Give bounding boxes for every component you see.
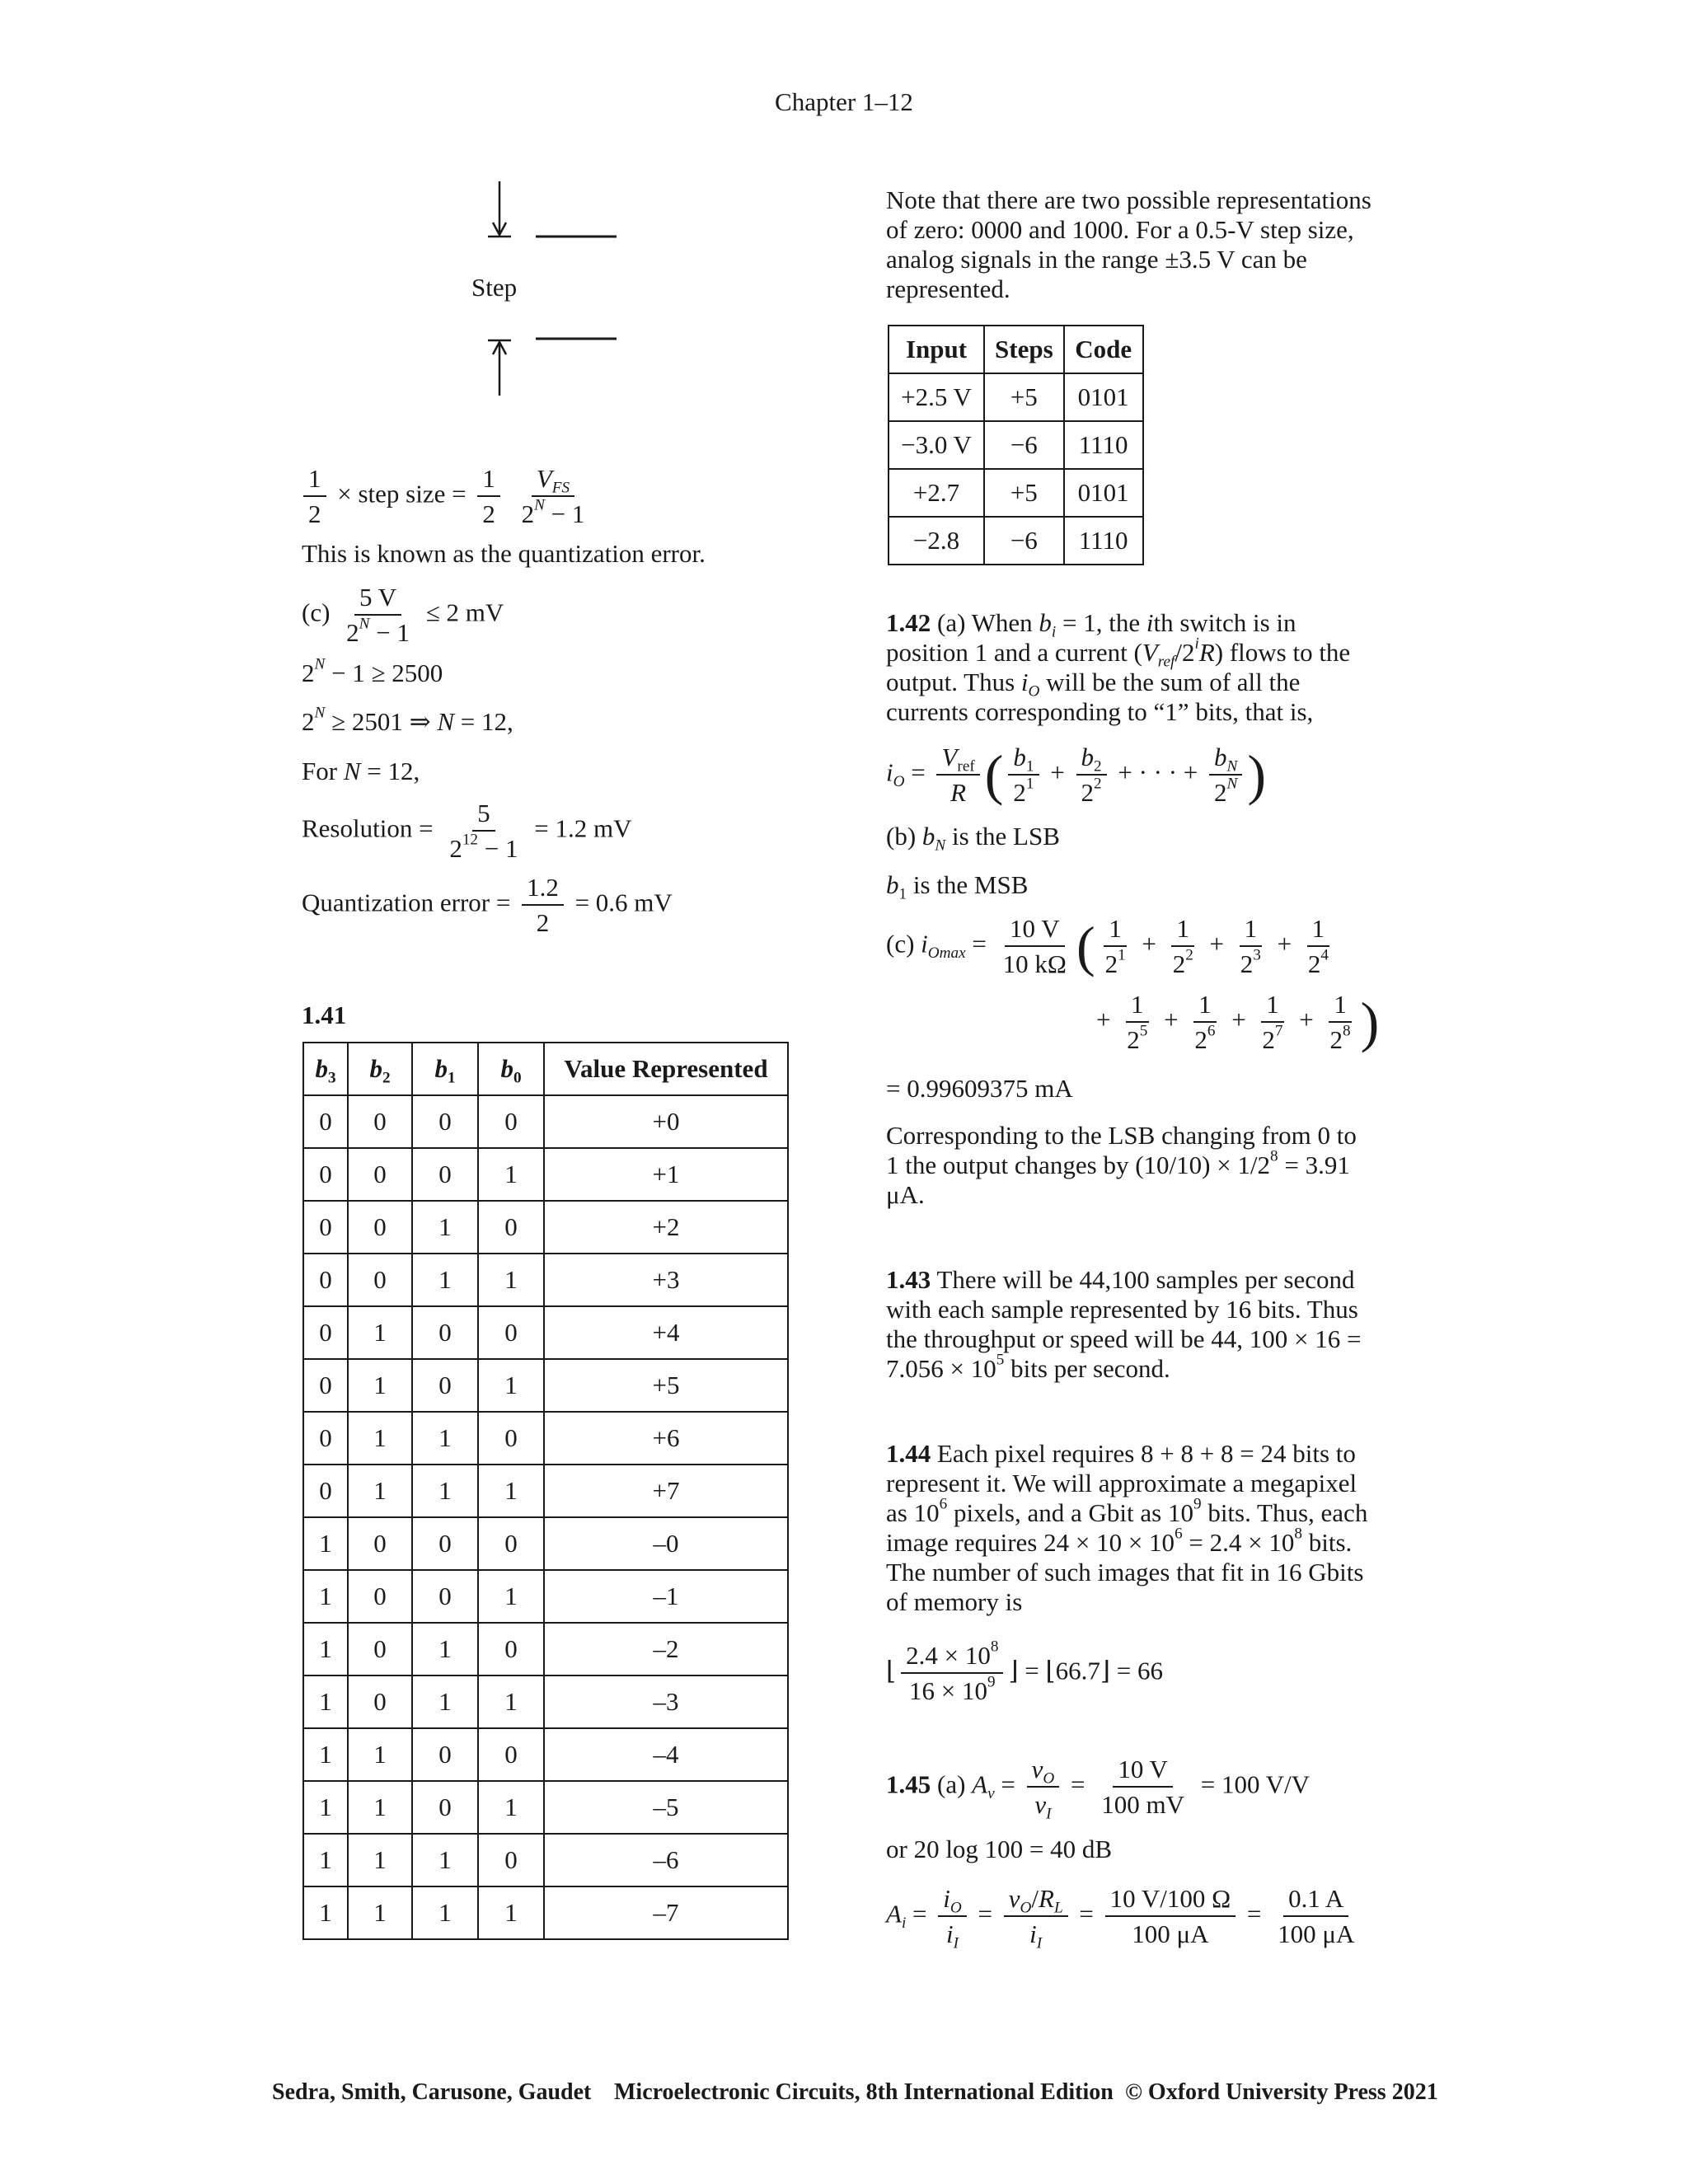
bit-cell: 0 — [478, 1201, 544, 1254]
bit-cell: 1 — [348, 1306, 412, 1359]
value-cell: –7 — [544, 1886, 788, 1939]
bit-cell: 1 — [303, 1675, 348, 1728]
input-cell: +2.7 — [889, 469, 984, 517]
steps-cell: +5 — [984, 373, 1064, 421]
bit-cell: 1 — [478, 1886, 544, 1939]
col-header-steps: Steps — [984, 326, 1064, 373]
bit-cell: 1 — [303, 1781, 348, 1834]
table-row — [889, 469, 1143, 517]
table-row — [303, 1254, 788, 1306]
bit-cell: 1 — [412, 1254, 478, 1306]
bit-value-table — [302, 1042, 789, 1940]
bit-cell: 0 — [478, 1412, 544, 1465]
page-header: Chapter 1–12 — [775, 87, 913, 116]
bit-cell: 1 — [412, 1412, 478, 1465]
bit-cell: 1 — [478, 1254, 544, 1306]
bit-cell: 0 — [348, 1570, 412, 1623]
table-row — [303, 1886, 788, 1939]
col-header-b2: $b_2$ — [348, 1043, 412, 1095]
input-cell: +2.5 V — [889, 373, 984, 421]
bit-cell: 1 — [412, 1201, 478, 1254]
bit-cell: 0 — [478, 1728, 544, 1781]
bit-cell: 0 — [348, 1623, 412, 1675]
input-cell: −3.0 V — [889, 421, 984, 469]
table-row — [889, 421, 1143, 469]
bit-cell: 1 — [478, 1359, 544, 1412]
step-label: Step — [471, 273, 518, 302]
bit-cell: 1 — [303, 1570, 348, 1623]
value-cell: +4 — [544, 1306, 788, 1359]
bit-cell: 0 — [303, 1412, 348, 1465]
col-header-b1: $b_1$ — [412, 1043, 478, 1095]
bit-cell: 1 — [348, 1359, 412, 1412]
inequality-line-2: $2^N \ge 2501$ ⇒ N = 12, — [302, 704, 513, 736]
problem-1-42-paragraph: 1.42 (a) When $b_i = 1$, the ith switch is in position 1 and a current $(V_{ref}/2^iR)$ flows to the output. Thus $i_O$ will be the sum of all the currents corresponding to “1” bits, that is, — [886, 608, 1351, 726]
code-cell: 1110 — [1064, 517, 1143, 565]
bit-cell: 1 — [303, 1886, 348, 1939]
bit-cell: 0 — [303, 1095, 348, 1148]
value-cell: –5 — [544, 1781, 788, 1834]
bit-cell: 0 — [412, 1728, 478, 1781]
bit-cell: 1 — [478, 1570, 544, 1623]
value-cell: –1 — [544, 1570, 788, 1623]
bit-cell: 1 — [348, 1728, 412, 1781]
lsb-change-paragraph: Corresponding to the LSB changing from 0 to 1 the output changes by $(10/10) \times 1/2^8 = 3.91$ μA. — [886, 1121, 1357, 1209]
col-header-input: Input — [889, 326, 984, 373]
bit-cell: 0 — [412, 1359, 478, 1412]
bit-cell: 0 — [303, 1465, 348, 1517]
input-code-table — [888, 325, 1144, 565]
table-row — [303, 1412, 788, 1465]
iomax-result: = 0.99609375 mA — [886, 1074, 1073, 1103]
bit-cell: 1 — [412, 1675, 478, 1728]
c-inequality: (c) $\frac{5 V}{2^N - 1}$ ≤ 2 mV — [302, 583, 504, 648]
bit-cell: 0 — [303, 1359, 348, 1412]
steps-cell: −6 — [984, 517, 1064, 565]
bit-cell: 0 — [478, 1623, 544, 1675]
value-cell: –2 — [544, 1623, 788, 1675]
bit-cell: 1 — [478, 1781, 544, 1834]
voltage-gain-equation: 1.45 (a) $A_v$ = $\frac{v_O}{v_I}$ = $\frac{10 V}{100 mV}$ = 100 V/V — [886, 1755, 1311, 1823]
bit-cell: 1 — [478, 1148, 544, 1201]
col-header-value: Value Represented — [544, 1043, 788, 1095]
footer-copyright: © Oxford University Press 2021 — [1125, 2079, 1438, 2105]
table-row — [303, 1834, 788, 1886]
table-row — [303, 1675, 788, 1728]
bit-cell: 0 — [478, 1095, 544, 1148]
code-cell: 0101 — [1064, 469, 1143, 517]
input-cell: −2.8 — [889, 517, 984, 565]
table-row — [303, 1570, 788, 1623]
value-cell: +3 — [544, 1254, 788, 1306]
value-cell: +1 — [544, 1148, 788, 1201]
bit-cell: 1 — [478, 1675, 544, 1728]
bit-cell: 0 — [348, 1095, 412, 1148]
value-cell: –3 — [544, 1675, 788, 1728]
bit-cell: 1 — [348, 1834, 412, 1886]
inequality-line-1: $2^N - 1 \ge 2500$ — [302, 655, 443, 687]
table-row — [303, 1359, 788, 1412]
col-header-b3: $b_3$ — [303, 1043, 348, 1095]
bit-cell: 1 — [303, 1728, 348, 1781]
table-row — [303, 1095, 788, 1148]
quantization-text: This is known as the quantization error. — [302, 539, 706, 568]
resolution-equation: Resolution = $\frac{5}{2^{12} - 1}$ = 1.2 mV — [302, 799, 632, 864]
bit-cell: 0 — [348, 1148, 412, 1201]
for-n-line: For N = 12, — [302, 757, 420, 785]
floor-equation: ⌊ $\frac{2.4 \times 10^8}{16 \times 10^9}$ ⌋ = ⌊66.7⌋ = 66 — [886, 1638, 1163, 1706]
bit-cell: 1 — [348, 1886, 412, 1939]
bit-cell: 1 — [478, 1465, 544, 1517]
bit-cell: 0 — [412, 1517, 478, 1570]
bit-cell: 0 — [412, 1306, 478, 1359]
bit-cell: 1 — [348, 1412, 412, 1465]
bit-cell: 1 — [412, 1886, 478, 1939]
bit-table-header-row — [303, 1043, 788, 1095]
bit-cell: 0 — [348, 1517, 412, 1570]
bit-cell: 1 — [303, 1834, 348, 1886]
table-row — [303, 1517, 788, 1570]
bit-cell: 0 — [303, 1254, 348, 1306]
bit-cell: 0 — [412, 1570, 478, 1623]
value-cell: +2 — [544, 1201, 788, 1254]
bit-cell: 1 — [303, 1517, 348, 1570]
quantization-error-equation: Quantization error = $\frac{1.2}{2}$ = 0.6 mV — [302, 873, 673, 938]
bit-cell: 1 — [348, 1781, 412, 1834]
bit-cell: 0 — [348, 1675, 412, 1728]
table-row — [303, 1306, 788, 1359]
note-paragraph: Note that there are two possible representations of zero: 0000 and 1000. For a 0.5-V step size, analog signals in the range ±3.5 V can be represented. — [886, 185, 1372, 303]
bit-cell: 0 — [303, 1201, 348, 1254]
value-cell: +7 — [544, 1465, 788, 1517]
bit-cell: 1 — [412, 1623, 478, 1675]
bit-cell: 0 — [412, 1781, 478, 1834]
io-sum-equation: $i_O$ = $\frac{V_{ref}}{R}$ ( $\frac{b_1}{2^1}$ + $\frac{b_2}{2^2}$ + · · · + $\frac{b_N}{2^N}$ ) — [886, 743, 1267, 808]
value-cell: –4 — [544, 1728, 788, 1781]
code-cell: 0101 — [1064, 373, 1143, 421]
code-table-header-row — [889, 326, 1143, 373]
bit-cell: 0 — [478, 1517, 544, 1570]
iomax-equation-line-2: + $\frac{1}{2^5}$ + $\frac{1}{2^6}$ + $\frac{1}{2^7}$ + $\frac{1}{2^8}$ ) — [1096, 990, 1380, 1055]
col-header-code: Code — [1064, 326, 1143, 373]
db-line: or 20 log 100 = 40 dB — [886, 1835, 1113, 1863]
problem-1-43-paragraph: 1.43 There will be 44,100 samples per second with each sample represented by 16 bits. Thus the throughput or speed will be 44, $100 \times 16 = 7.056 \times 10^5$ bits per second. — [886, 1265, 1362, 1383]
table-row — [303, 1465, 788, 1517]
table-row — [303, 1781, 788, 1834]
bn-lsb-line: (b) $b_N$ is the LSB — [886, 822, 1060, 855]
bit-cell: 1 — [412, 1465, 478, 1517]
footer-book-title: Microelectronic Circuits, 8th International Edition — [614, 2079, 1114, 2105]
table-row — [303, 1148, 788, 1201]
iomax-equation-line-1: (c) $i_{Omax}$ = $\frac{10 V}{10 k\Omega}$ ( $\frac{1}{2^1}$ + $\frac{1}{2^2}$ + $\frac{1}{2^3}$ + $\frac{1}{2^4}$ — [886, 914, 1329, 979]
value-cell: –0 — [544, 1517, 788, 1570]
b1-msb-line: $b_1$ is the MSB — [886, 870, 1029, 903]
col-header-b0: $b_0$ — [478, 1043, 544, 1095]
table-row — [889, 517, 1143, 565]
bit-cell: 0 — [478, 1306, 544, 1359]
value-cell: –6 — [544, 1834, 788, 1886]
value-cell: +0 — [544, 1095, 788, 1148]
problem-1-41-label: 1.41 — [302, 1001, 347, 1029]
bit-cell: 1 — [412, 1834, 478, 1886]
table-row — [303, 1623, 788, 1675]
table-row — [303, 1728, 788, 1781]
bit-cell: 1 — [303, 1623, 348, 1675]
footer-authors: Sedra, Smith, Carusone, Gaudet — [272, 2079, 592, 2105]
table-row — [889, 373, 1143, 421]
bit-cell: 0 — [348, 1254, 412, 1306]
bit-cell: 0 — [303, 1306, 348, 1359]
value-cell: +6 — [544, 1412, 788, 1465]
bit-cell: 0 — [478, 1834, 544, 1886]
bit-cell: 0 — [348, 1201, 412, 1254]
half-step-equation: $\frac{1}{2}$ × step size = $\frac{1}{2}$ $\frac{V_{FS}}{2^N - 1}$ — [298, 463, 594, 529]
table-row — [303, 1201, 788, 1254]
value-cell: +5 — [544, 1359, 788, 1412]
bit-cell: 0 — [412, 1148, 478, 1201]
steps-cell: +5 — [984, 469, 1064, 517]
steps-cell: −6 — [984, 421, 1064, 469]
bit-cell: 1 — [348, 1465, 412, 1517]
bit-cell: 0 — [412, 1095, 478, 1148]
current-gain-equation: $A_i$ = $\frac{i_O}{i_I}$ = $\frac{v_O/R_L}{i_I}$ = $\frac{10 V/100 \Omega}{100 \mu A}$ = $\frac{0.1 A}{100 \mu A}$ — [886, 1884, 1355, 1952]
problem-1-44-paragraph: 1.44 Each pixel requires 8 + 8 + 8 = 24 bits to represent it. We will approximate a megapixel as $10^6$ pixels, and a Gbit as $10^9$ bits. Thus, each image requires $24 \times 10 \times 10^6 = 2.4 \times 10^8$ bits. The number of such images that fit in 16 Gbits of memory is — [886, 1439, 1368, 1616]
code-cell: 1110 — [1064, 421, 1143, 469]
bit-cell: 0 — [303, 1148, 348, 1201]
